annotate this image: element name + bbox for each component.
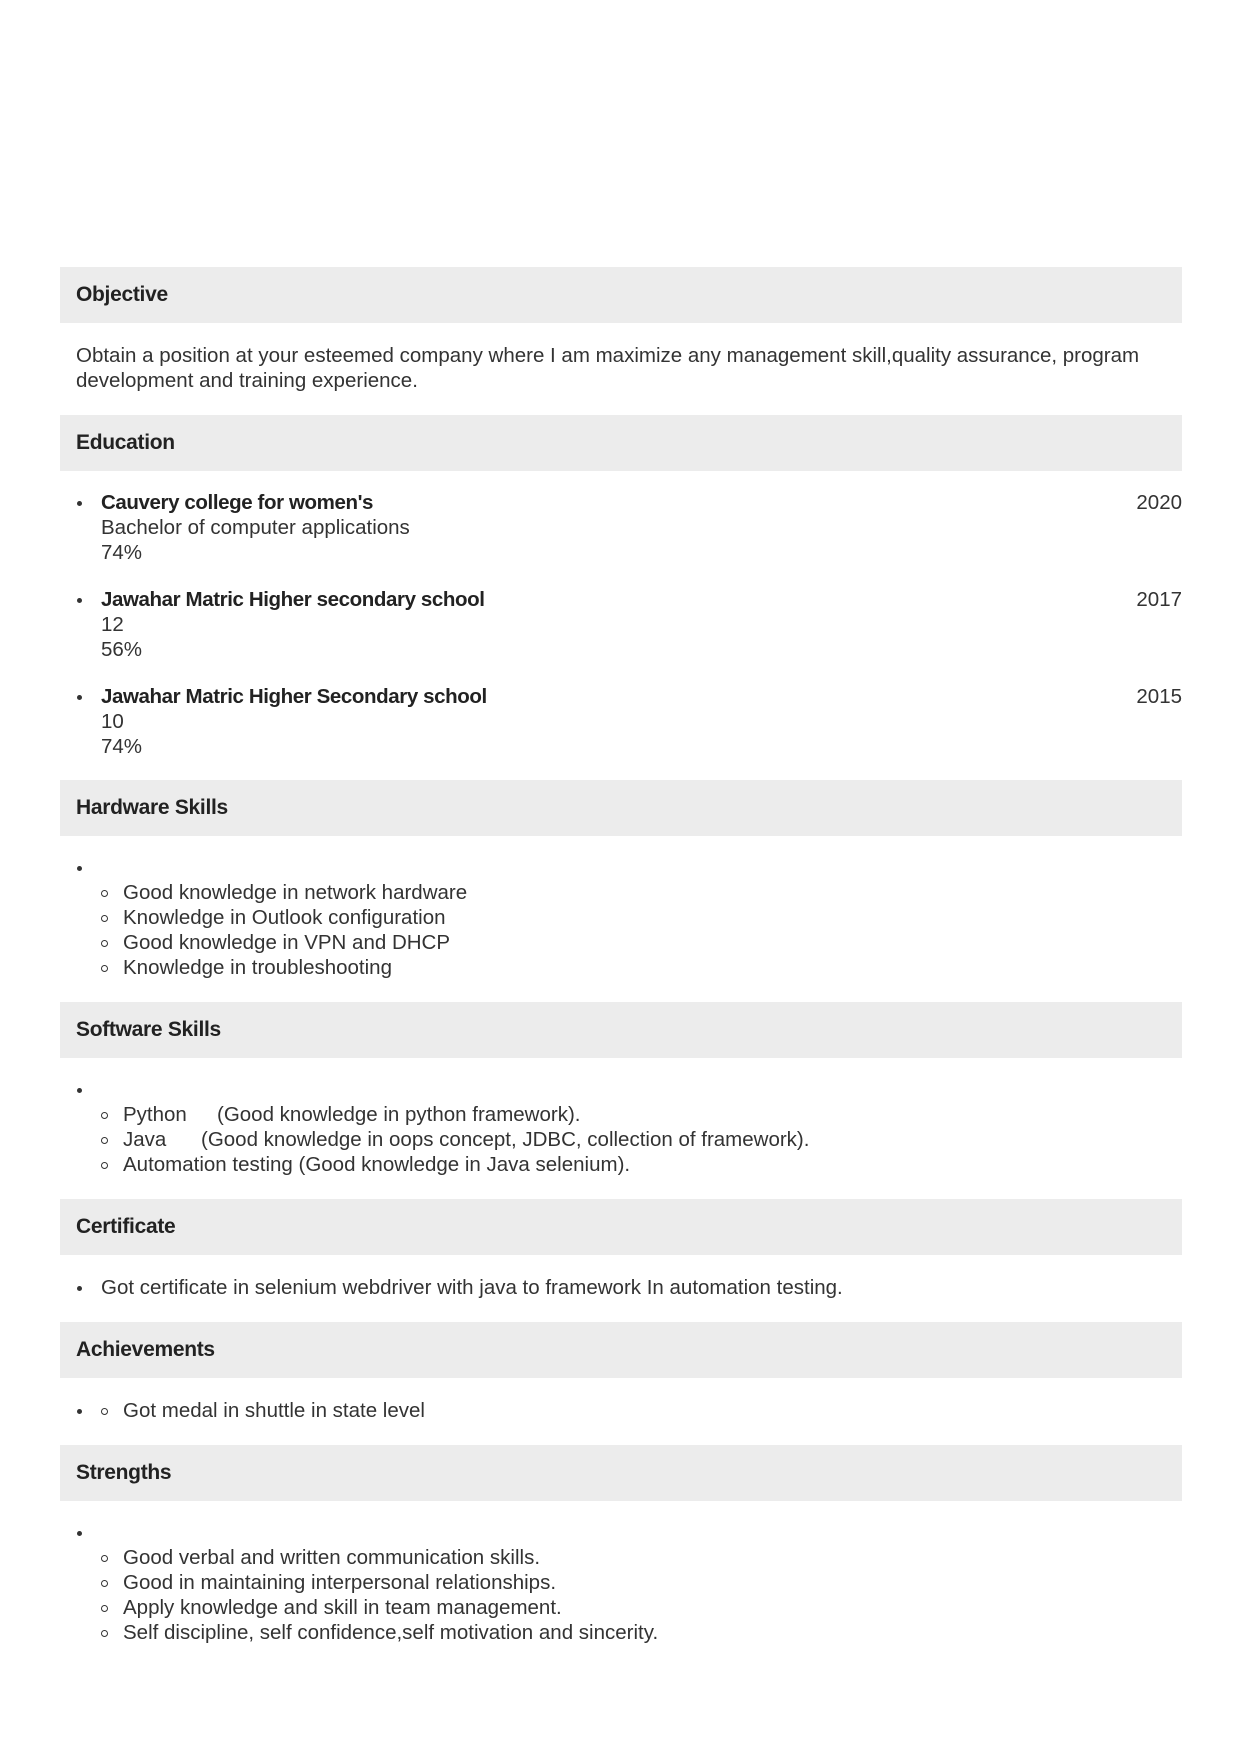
institution-name: Jawahar Matric Higher Secondary school — [101, 685, 487, 708]
strengths-list — [60, 1501, 1182, 1667]
software-skills-list — [60, 1058, 1182, 1199]
education-year: 2015 — [1136, 685, 1182, 708]
list-item: Got certificate in selenium webdriver with java to framework In automation testing. — [60, 1275, 1182, 1300]
certificate-list — [60, 1255, 1182, 1322]
section-title: Education — [76, 431, 175, 454]
list-item: Good knowledge in network hardware — [82, 880, 1182, 905]
education-year: 2020 — [1136, 491, 1182, 514]
achievements-list — [60, 1378, 1182, 1445]
list-item: Got medal in shuttle in state level — [82, 1398, 1182, 1423]
section-title: Achievements — [76, 1338, 215, 1361]
list-item — [60, 1398, 1182, 1423]
skill-name: Java — [123, 1128, 167, 1151]
degree: 12 — [101, 613, 124, 636]
institution-name: Jawahar Matric Higher secondary school — [101, 588, 485, 611]
score: 74% — [101, 541, 143, 564]
skill-detail: (Good knowledge in oops concept, JDBC, collection of framework). — [201, 1128, 810, 1151]
section-header-achievements — [60, 1322, 1182, 1378]
list-item — [60, 1520, 1182, 1545]
skill-name: Python — [123, 1103, 187, 1126]
section-title: Software Skills — [76, 1018, 221, 1041]
section-header-software-skills — [60, 1002, 1182, 1058]
list-item — [60, 1077, 1182, 1102]
score: 56% — [101, 638, 143, 661]
degree: Bachelor of computer applications — [101, 516, 410, 539]
list-item: Self discipline, self confidence,self motivation and sincerity. — [82, 1620, 1182, 1645]
section-header-education — [60, 415, 1182, 471]
list-item: Knowledge in troubleshooting — [82, 955, 1182, 980]
list-item — [82, 1127, 1182, 1152]
list-item: Apply knowledge and skill in team management. — [82, 1595, 1182, 1620]
list-item — [60, 855, 1182, 880]
skill-detail: (Good knowledge in Java selenium). — [298, 1153, 631, 1176]
section-title: Strengths — [76, 1461, 172, 1484]
education-list — [60, 471, 1182, 780]
list-item: Good verbal and written communication skills. — [82, 1545, 1182, 1570]
education-item — [60, 684, 1182, 759]
education-year: 2017 — [1136, 588, 1182, 611]
section-header-strengths — [60, 1445, 1182, 1501]
skill-name: Automation testing — [123, 1153, 293, 1176]
skill-detail: (Good knowledge in python framework). — [217, 1103, 581, 1126]
list-item: Good in maintaining interpersonal relationships. — [82, 1570, 1182, 1595]
education-item — [60, 490, 1182, 565]
list-item — [82, 1152, 1182, 1177]
education-item — [60, 587, 1182, 662]
resume-page — [60, 267, 1182, 1667]
hardware-skills-list — [60, 836, 1182, 1002]
institution-name: Cauvery college for women's — [101, 491, 374, 514]
list-item: Good knowledge in VPN and DHCP — [82, 930, 1182, 955]
section-title: Certificate — [76, 1215, 176, 1238]
section-header-hardware-skills — [60, 780, 1182, 836]
list-item — [82, 1102, 1182, 1127]
section-title: Hardware Skills — [76, 796, 228, 819]
score: 74% — [101, 735, 143, 758]
objective-text: Obtain a position at your esteemed company where I am maximize any management skill,quality assurance, program development and training experience. — [76, 344, 1140, 392]
degree: 10 — [101, 710, 124, 733]
section-title: Objective — [76, 283, 168, 306]
section-header-objective — [60, 267, 1182, 323]
list-item: Knowledge in Outlook configuration — [82, 905, 1182, 930]
section-header-certificate — [60, 1199, 1182, 1255]
